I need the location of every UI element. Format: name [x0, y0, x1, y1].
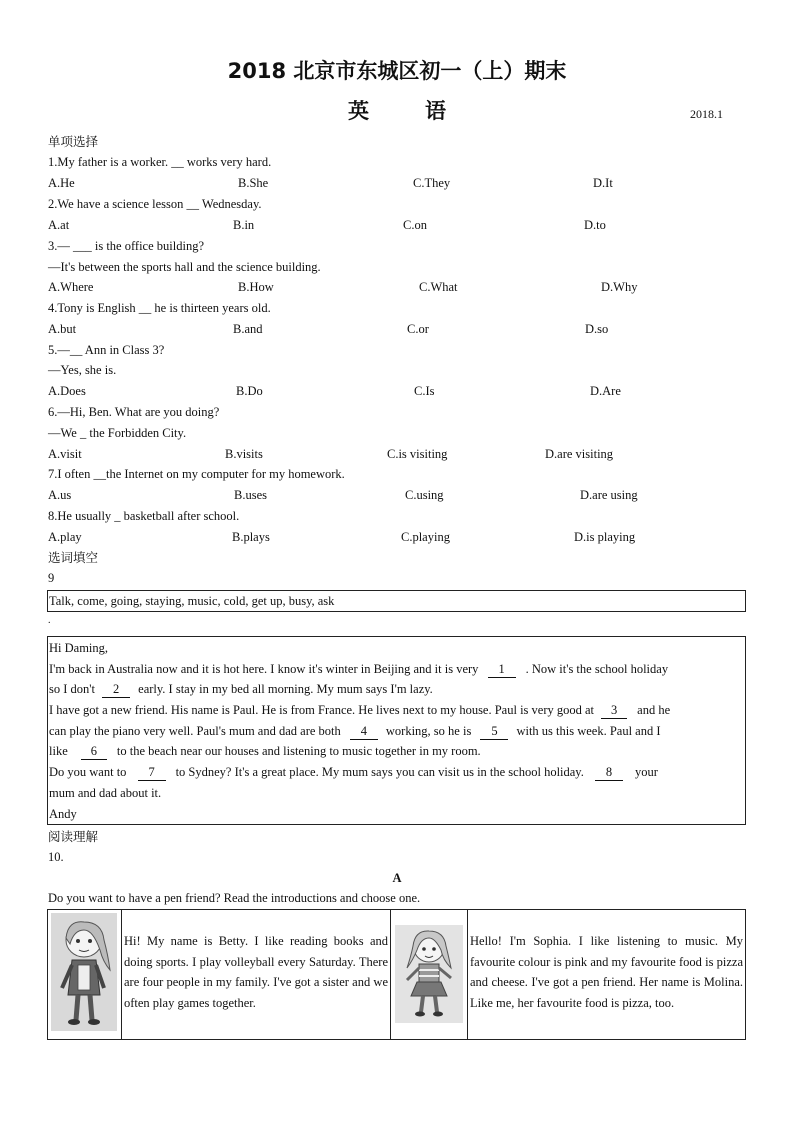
- option-c[interactable]: C.using: [405, 488, 444, 502]
- question-stem: 3.— ___ is the office building?: [48, 239, 204, 253]
- exam-date: 2018.1: [690, 107, 723, 121]
- option-d[interactable]: D.so: [585, 322, 609, 336]
- option-c[interactable]: C.or: [407, 322, 429, 336]
- option-b[interactable]: B.Do: [236, 384, 263, 398]
- betty-intro-cell: [122, 910, 391, 1040]
- question-stem: 7.I often __the Internet on my computer for my homework.: [48, 467, 345, 481]
- blank-4[interactable]: 4: [350, 723, 378, 740]
- question-stem: —Yes, she is.: [48, 363, 117, 377]
- question-stem: —It's between the sports hall and the science building.: [48, 260, 321, 274]
- option-row: [48, 446, 748, 462]
- option-a[interactable]: A.Where: [48, 280, 94, 294]
- question-stem: 1.My father is a worker. __ works very hard.: [48, 155, 272, 169]
- blank-7[interactable]: 7: [138, 764, 166, 781]
- letter-line: mum and dad about it.: [49, 786, 162, 800]
- option-row: [48, 529, 748, 545]
- option-c[interactable]: C.They: [413, 176, 451, 190]
- option-a[interactable]: A.Does: [48, 384, 86, 398]
- option-d[interactable]: D.are visiting: [545, 447, 614, 461]
- option-b[interactable]: B.and: [233, 322, 263, 336]
- option-d[interactable]: D.are using: [580, 488, 638, 502]
- letter-box: [47, 636, 746, 825]
- sophia-intro-cell: [468, 910, 746, 1040]
- subject-char-1: 英: [348, 99, 369, 123]
- option-c[interactable]: C.What: [419, 280, 458, 294]
- blank-6[interactable]: 6: [81, 743, 107, 760]
- word-bank: [47, 590, 746, 612]
- option-b[interactable]: B.uses: [234, 488, 267, 502]
- option-row: [48, 487, 748, 503]
- blank-2[interactable]: 2: [102, 681, 130, 698]
- blank-1[interactable]: 1: [488, 661, 516, 678]
- letter-line: I have got a new friend. His name is Paul. He is from France. He lives next to my house. Paul is very good at 3 and he: [49, 703, 671, 717]
- pen-friend-table: [47, 909, 746, 1040]
- option-b[interactable]: B.She: [238, 176, 269, 190]
- section-heading-fill: 选词填空: [48, 550, 99, 565]
- option-c[interactable]: C.Is: [414, 384, 435, 398]
- option-row: [48, 321, 748, 337]
- letter-line: can play the piano very well. Paul's mum and dad are both 4 working, so he is 5 with us this week. Paul and I: [49, 724, 661, 738]
- letter-signature: Andy: [49, 807, 77, 821]
- option-a[interactable]: A.but: [48, 322, 77, 336]
- option-d[interactable]: D.to: [584, 218, 606, 232]
- option-c[interactable]: C.on: [403, 218, 427, 232]
- blank-5[interactable]: 5: [480, 723, 508, 740]
- question-stem: 2.We have a science lesson __ Wednesday.: [48, 197, 262, 211]
- part-label: A: [392, 871, 402, 885]
- letter-line: so I don't 2 early. I stay in my bed all morning. My mum says I'm lazy.: [49, 682, 433, 696]
- option-a[interactable]: A.visit: [48, 447, 82, 461]
- question-number: 9: [48, 571, 55, 585]
- option-row: [48, 175, 748, 191]
- question-stem: 4.Tony is English __ he is thirteen years old.: [48, 301, 271, 315]
- option-row: [48, 217, 748, 233]
- option-c[interactable]: C.playing: [401, 530, 450, 544]
- girl-betty-icon: [48, 910, 121, 1035]
- subject-title: [0, 98, 794, 124]
- betty-intro: Hi! My name is Betty. I like reading books and doing sports. I play volleyball every Saturday. There are four people in my family. I've got a sister and we often play games together.: [124, 934, 388, 1010]
- option-b[interactable]: B.in: [233, 218, 255, 232]
- question-stem: 8.He usually _ basketball after school.: [48, 509, 240, 523]
- subject-char-2: 语: [425, 99, 446, 123]
- option-d[interactable]: D.Why: [601, 280, 638, 294]
- exam-title: 2018 北京市东城区初一（上）期末: [227, 59, 567, 83]
- section-heading-reading: 阅读理解: [48, 829, 99, 844]
- question-stem: —We _ the Forbidden City.: [48, 426, 187, 440]
- option-c[interactable]: C.is visiting: [387, 447, 448, 461]
- girl-sophia-icon: [391, 910, 467, 1035]
- section-heading-choice: 单项选择: [48, 134, 99, 149]
- reading-intro: Do you want to have a pen friend? Read the introductions and choose one.: [48, 891, 421, 905]
- betty-picture-cell: [48, 910, 122, 1040]
- option-a[interactable]: A.He: [48, 176, 75, 190]
- question-stem: 5.—__ Ann in Class 3?: [48, 343, 165, 357]
- option-a[interactable]: A.play: [48, 530, 82, 544]
- option-b[interactable]: B.visits: [225, 447, 263, 461]
- letter-greeting: Hi Daming,: [49, 641, 109, 655]
- question-stem: 6.—Hi, Ben. What are you doing?: [48, 405, 220, 419]
- word-bank-text: Talk, come, going, staying, music, cold, get up, busy, ask: [49, 594, 335, 608]
- sophia-picture-cell: [391, 910, 468, 1040]
- letter-line: like 6 to the beach near our houses and listening to music together in my room.: [49, 744, 481, 758]
- option-d[interactable]: D.It: [593, 176, 613, 190]
- question-number: 10.: [48, 850, 64, 864]
- option-b[interactable]: B.plays: [232, 530, 270, 544]
- blank-3[interactable]: 3: [601, 702, 627, 719]
- option-d[interactable]: D.is playing: [574, 530, 636, 544]
- option-a[interactable]: A.us: [48, 488, 72, 502]
- option-row: [48, 279, 748, 295]
- option-b[interactable]: B.How: [238, 280, 274, 294]
- blank-8[interactable]: 8: [595, 764, 623, 781]
- separator-dot: .: [48, 615, 51, 626]
- option-a[interactable]: A.at: [48, 218, 70, 232]
- option-d[interactable]: D.Are: [590, 384, 621, 398]
- letter-line: Do you want to 7 to Sydney? It's a great place. My mum says you can visit us in the school holiday. 8 your: [49, 765, 658, 779]
- sophia-intro: Hello! I'm Sophia. I like listening to music. My favourite colour is pink and my favourite food is pizza and cheese. I've got a pen friend. Her name is Molina. Like me, her favourite food is pizza, too.: [470, 934, 743, 1010]
- letter-line: I'm back in Australia now and it is hot here. I know it's winter in Beijing and it is very 1 . Now it's the school holiday: [49, 662, 669, 676]
- option-row: [48, 383, 748, 399]
